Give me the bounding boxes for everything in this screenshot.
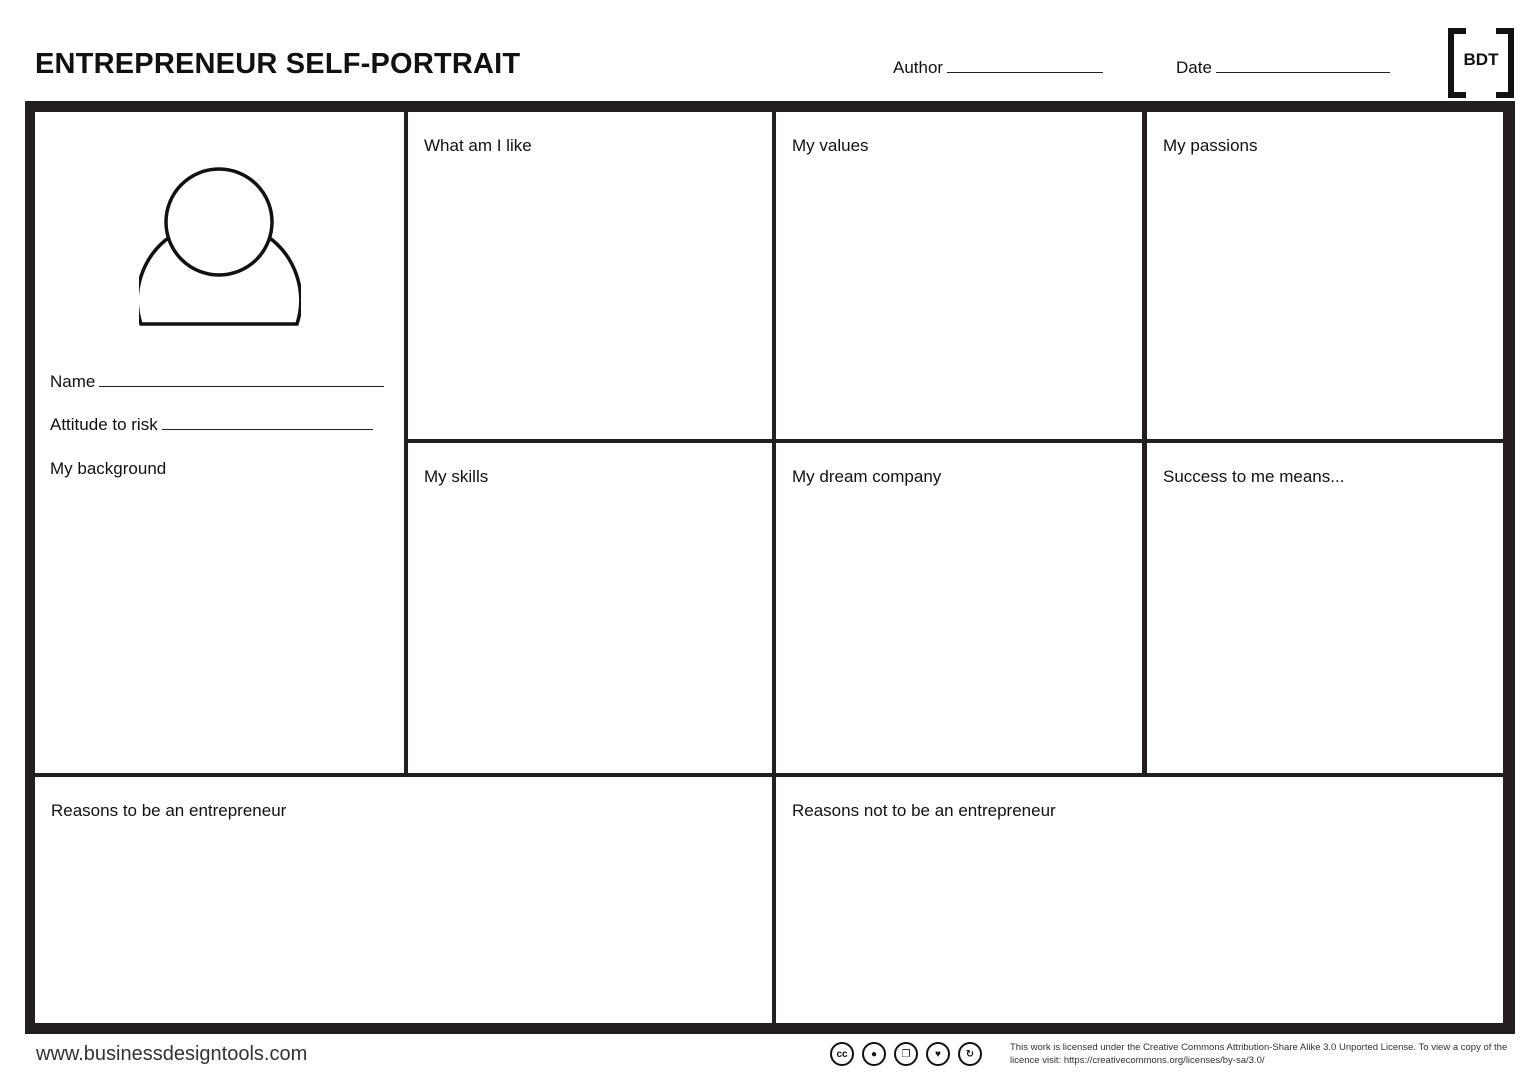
my-skills-label: My skills bbox=[424, 467, 489, 486]
bdt-logo bbox=[1448, 28, 1514, 92]
reasons-to-cell[interactable] bbox=[35, 777, 772, 1023]
my-passions-label: My passions bbox=[1163, 136, 1258, 155]
person-icon bbox=[139, 166, 301, 328]
name-field[interactable] bbox=[50, 372, 384, 392]
canvas-frame bbox=[25, 101, 1515, 1034]
my-dream-company-label: My dream company bbox=[792, 467, 942, 486]
what-am-i-like-label: What am I like bbox=[424, 136, 532, 155]
risk-label: Attitude to risk bbox=[50, 415, 158, 434]
reasons-not-cell[interactable] bbox=[776, 777, 1503, 1023]
name-label: Name bbox=[50, 372, 96, 391]
profile-cell[interactable] bbox=[35, 112, 404, 773]
remix-icon: ↻ bbox=[958, 1042, 982, 1066]
my-values-cell[interactable] bbox=[776, 112, 1142, 439]
reasons-to-label: Reasons to be an entrepreneur bbox=[51, 801, 287, 820]
my-passions-cell[interactable] bbox=[1147, 112, 1503, 439]
my-dream-company-cell[interactable] bbox=[776, 443, 1142, 773]
by-icon: ● bbox=[862, 1042, 886, 1066]
cc-icon: cc bbox=[830, 1042, 854, 1066]
my-skills-cell[interactable] bbox=[408, 443, 772, 773]
success-label: Success to me means... bbox=[1163, 467, 1345, 486]
author-line[interactable] bbox=[947, 71, 1103, 73]
name-line[interactable] bbox=[99, 385, 384, 387]
footer-url[interactable]: www.businessdesigntools.com bbox=[36, 1043, 308, 1065]
my-values-label: My values bbox=[792, 136, 869, 155]
author-label: Author bbox=[893, 58, 944, 77]
sa-icon: ❐ bbox=[894, 1042, 918, 1066]
date-field[interactable] bbox=[1176, 58, 1390, 78]
risk-field[interactable] bbox=[50, 415, 373, 435]
author-field[interactable] bbox=[893, 58, 1103, 78]
license-text: This work is licensed under the Creative Commons Attribution-Share Alike 3.0 Unported License. To view a copy of the licence visit: https://creativecommons.org/licenses/by-sa/3.0/ bbox=[1010, 1042, 1508, 1066]
background-label: My background bbox=[50, 459, 167, 478]
logo-text: BDT bbox=[1463, 50, 1499, 69]
page-title: ENTREPRENEUR SELF-PORTRAIT bbox=[35, 48, 521, 80]
risk-line[interactable] bbox=[162, 428, 373, 430]
cc-license-icons bbox=[830, 1042, 982, 1066]
reasons-not-label: Reasons not to be an entrepreneur bbox=[792, 801, 1056, 820]
date-line[interactable] bbox=[1216, 71, 1390, 73]
success-cell[interactable] bbox=[1147, 443, 1503, 773]
nc-icon: ♥ bbox=[926, 1042, 950, 1066]
date-label: Date bbox=[1176, 58, 1212, 77]
what-am-i-like-cell[interactable] bbox=[408, 112, 772, 439]
